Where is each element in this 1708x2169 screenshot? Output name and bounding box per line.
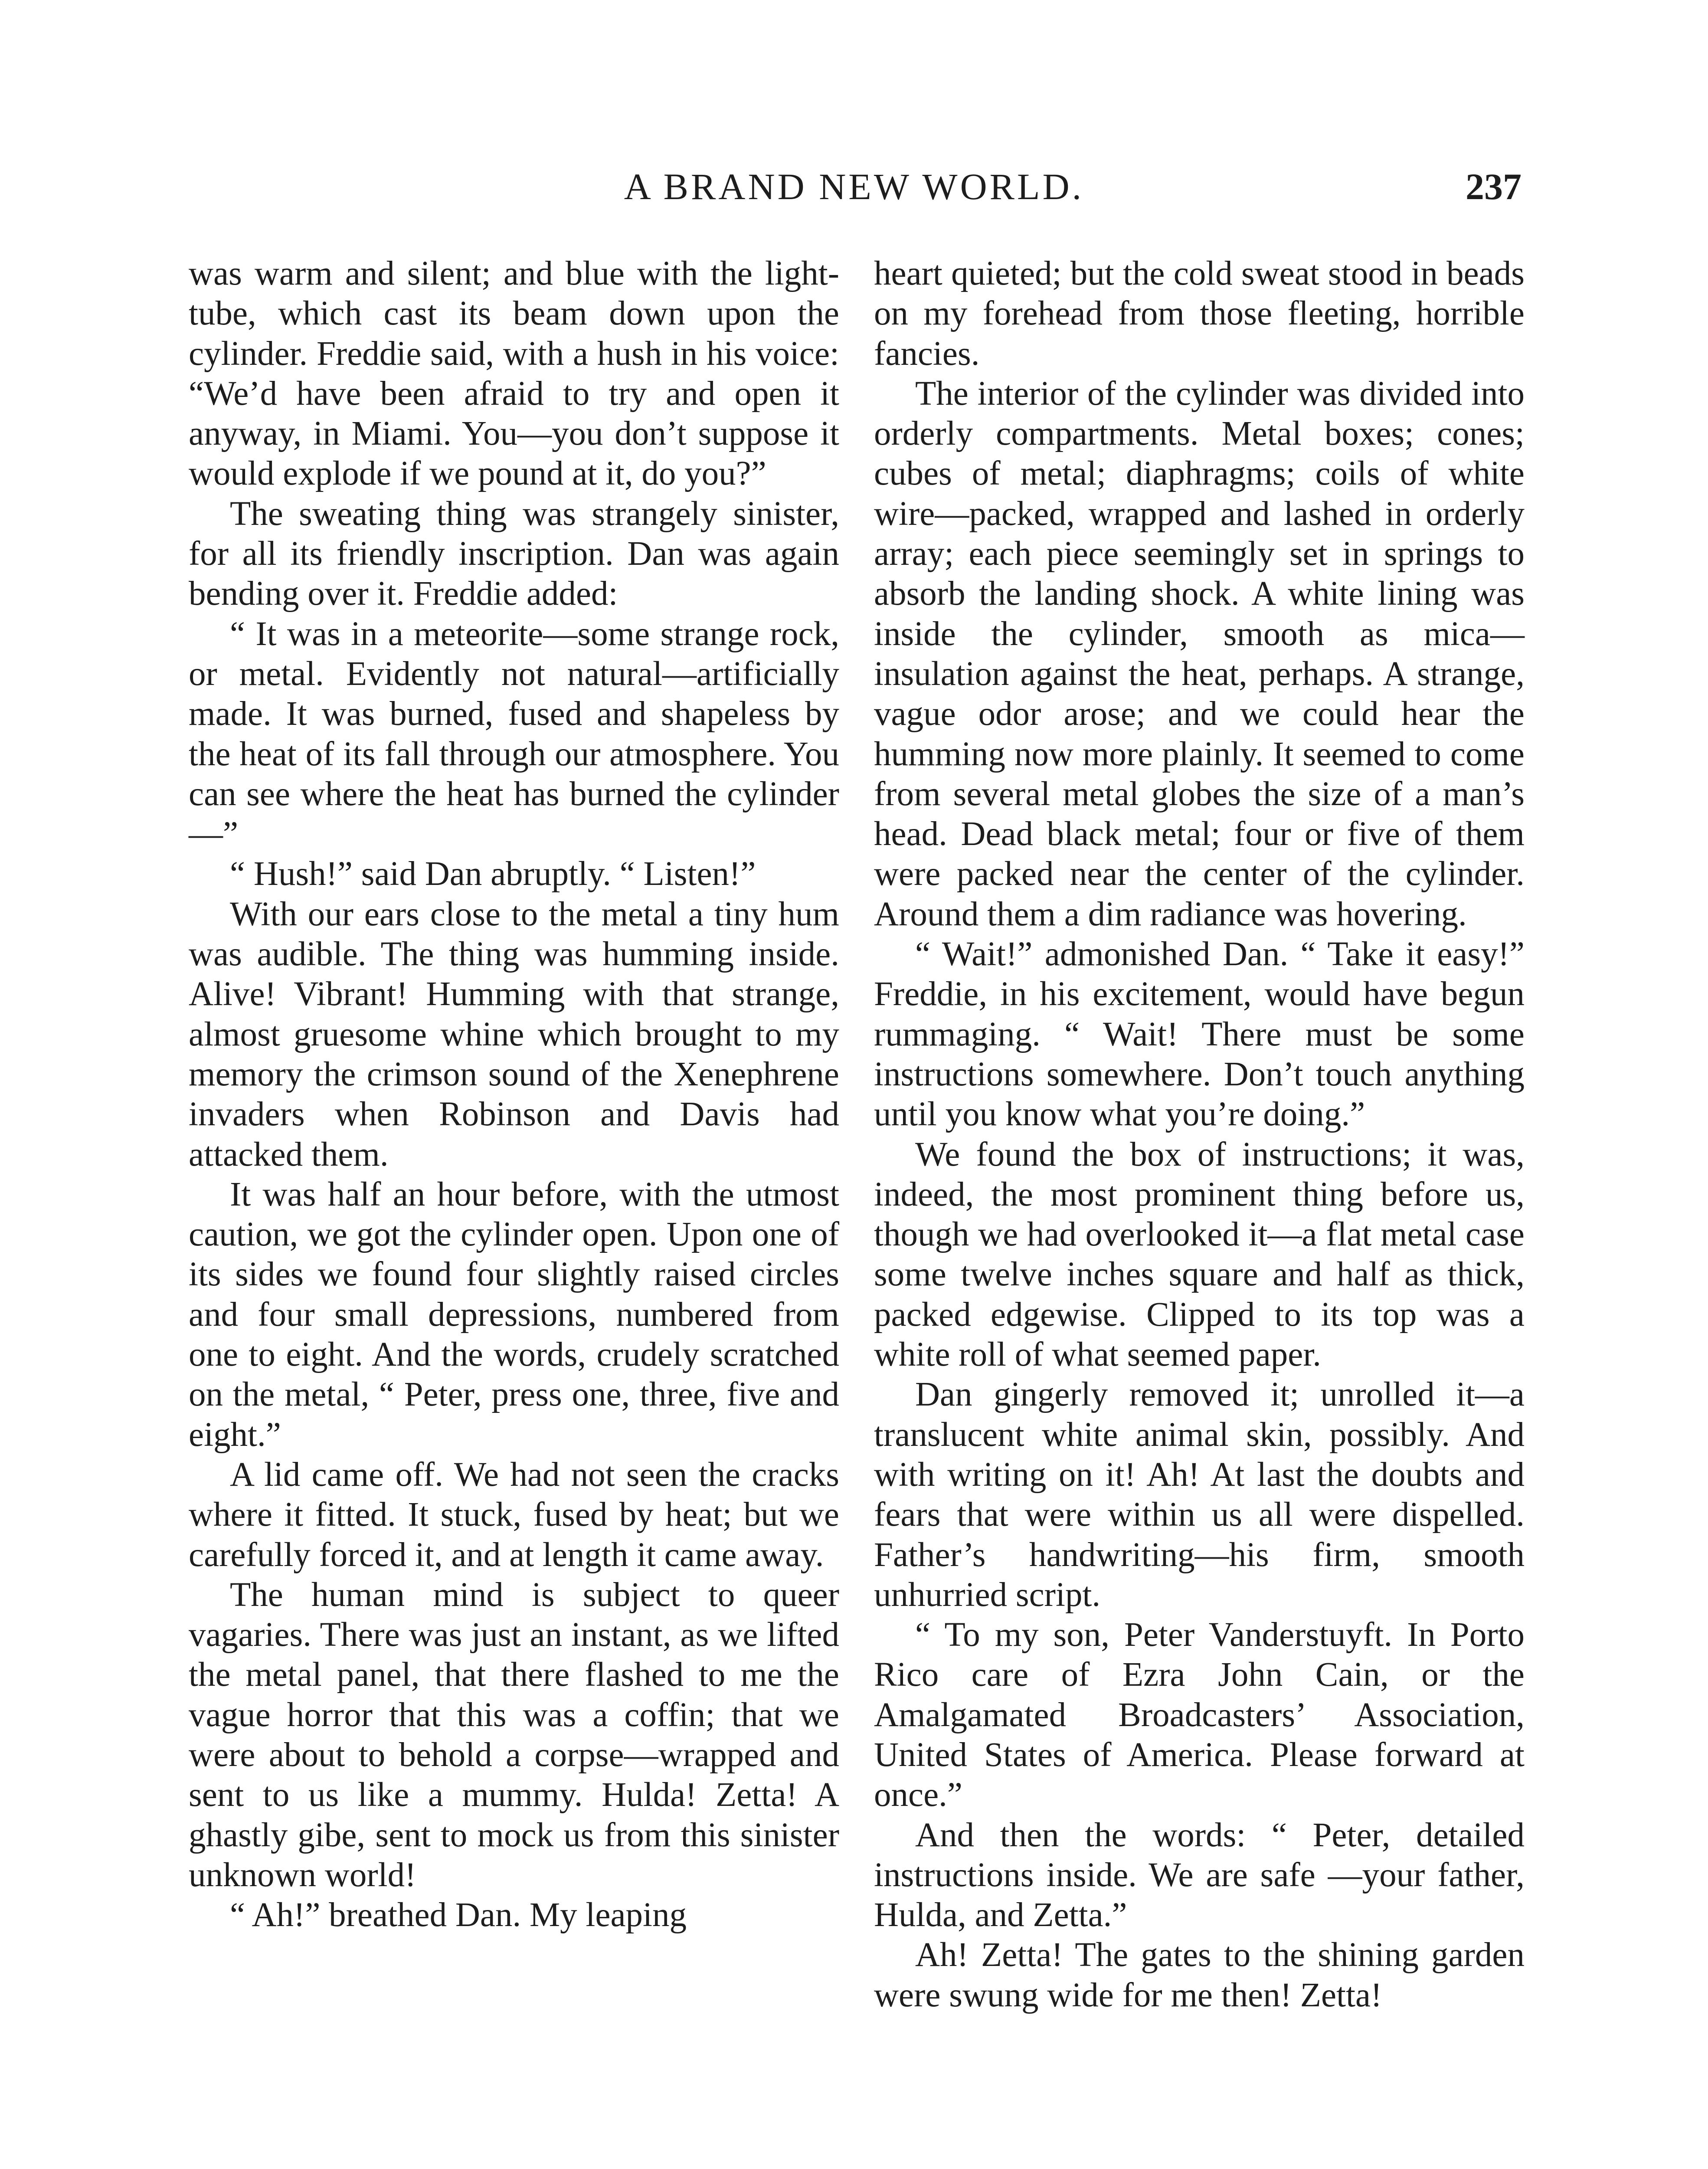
paragraph: Dan gingerly removed it; unrolled it—a translucent white animal skin, possibly. And with writing on it! Ah! At last the doubts and fears that were within us all were dispelled. Father’s handwriting—his firm, smooth unhurried script.	[874, 1376, 1525, 1614]
page-number: 237	[1466, 166, 1521, 207]
paragraph: “ It was in a meteorite—some strange rock, or metal. Evidently not natural—artificially made. It was burned, fused and shapeless by the heat of its fall through our atmosphere. You can see where the heat has burned the cylinder—”	[189, 615, 839, 853]
paragraph: “ Wait!” admonished Dan. “ Take it easy!” Freddie, in his excitement, would have begun rummaging. “ Wait! There must be some instructions somewhere. Don’t touch anything until you know what you’re doing.”	[874, 935, 1525, 1134]
running-title: A BRAND NEW WORLD.	[624, 166, 1084, 207]
paragraph: With our ears close to the metal a tiny hum was audible. The thing was humming inside. Alive! Vibrant! Humming with that strange, almost gruesome whine which brought to my memory the crimson sound of the Xenephrene invaders when Robinson and Davis had attacked them.	[189, 895, 839, 1173]
paragraph: heart quieted; but the cold sweat stood in beads on my forehead from those fleeting, horrible fancies.	[874, 255, 1525, 373]
page-header	[0, 165, 1708, 226]
paragraph: “ Hush!” said Dan abruptly. “ Listen!”	[230, 855, 756, 893]
right-column	[874, 254, 1525, 2169]
paragraph: was warm and silent; and blue with the light-tube, which cast its beam down upon the cylinder. Freddie said, with a hush in his voice: “We’d have been afraid to try and open it anyway, in Miami. You—you don’t suppose it would explode if we pound at it, do you?”	[189, 255, 839, 493]
article-body	[189, 254, 1525, 2169]
left-column	[189, 254, 839, 2169]
paragraph: It was half an hour before, with the utmost caution, we got the cylinder open. Upon one of its sides we found four slightly raised circles and four small depressions, numbered from one to eight. And the words, crudely scratched on the metal, “ Peter, press one, three, five and eight.”	[189, 1175, 839, 1454]
paragraph: We found the box of instructions; it was, indeed, the most prominent thing before us, though we had overlooked it—a flat metal case some twelve inches square and half as thick, packed edgewise. Clipped to its top was a white roll of what seemed paper.	[874, 1135, 1525, 1374]
paragraph: Ah! Zetta! The gates to the shining garden were swung wide for me then! Zetta!	[874, 1936, 1525, 2014]
paragraph: The interior of the cylinder was divided into orderly compartments. Metal boxes; cones; cubes of metal; diaphragms; coils of white wire—packed, wrapped and lashed in orderly array; each piece seemingly set in springs to absorb the landing shock. A white lining was inside the cylinder, smooth as mica—insulation against the heat, perhaps. A strange, vague odor arose; and we could hear the humming now more plainly. It seemed to come from several metal globes the size of a man’s head. Dead black metal; four or five of them were packed near the center of the cylinder. Around them a dim radiance was hovering.	[874, 374, 1525, 933]
paragraph: The sweating thing was strangely sinister, for all its friendly inscription. Dan was again bending over it. Freddie added:	[189, 495, 839, 613]
paragraph: A lid came off. We had not seen the cracks where it fitted. It stuck, fused by heat; but we carefully forced it, and at length it came away.	[189, 1455, 839, 1574]
paragraph: The human mind is subject to queer vagaries. There was just an instant, as we lifted the metal panel, that there flashed to me the vague horror that this was a coffin; that we were about to behold a corpse—wrapped and sent to us like a mummy. Hulda! Zetta! A ghastly gibe, sent to mock us from this sinister unknown world!	[189, 1576, 839, 1894]
paragraph: And then the words: “ Peter, detailed instructions inside. We are safe —your father, Hulda, and Zetta.”	[874, 1816, 1525, 1934]
paragraph: “ To my son, Peter Vanderstuyft. In Porto Rico care of Ezra John Cain, or the Amalgamated Broadcasters’ Association, United States of America. Please forward at once.”	[874, 1616, 1525, 1814]
paragraph: “ Ah!” breathed Dan. My leaping	[230, 1896, 687, 1934]
